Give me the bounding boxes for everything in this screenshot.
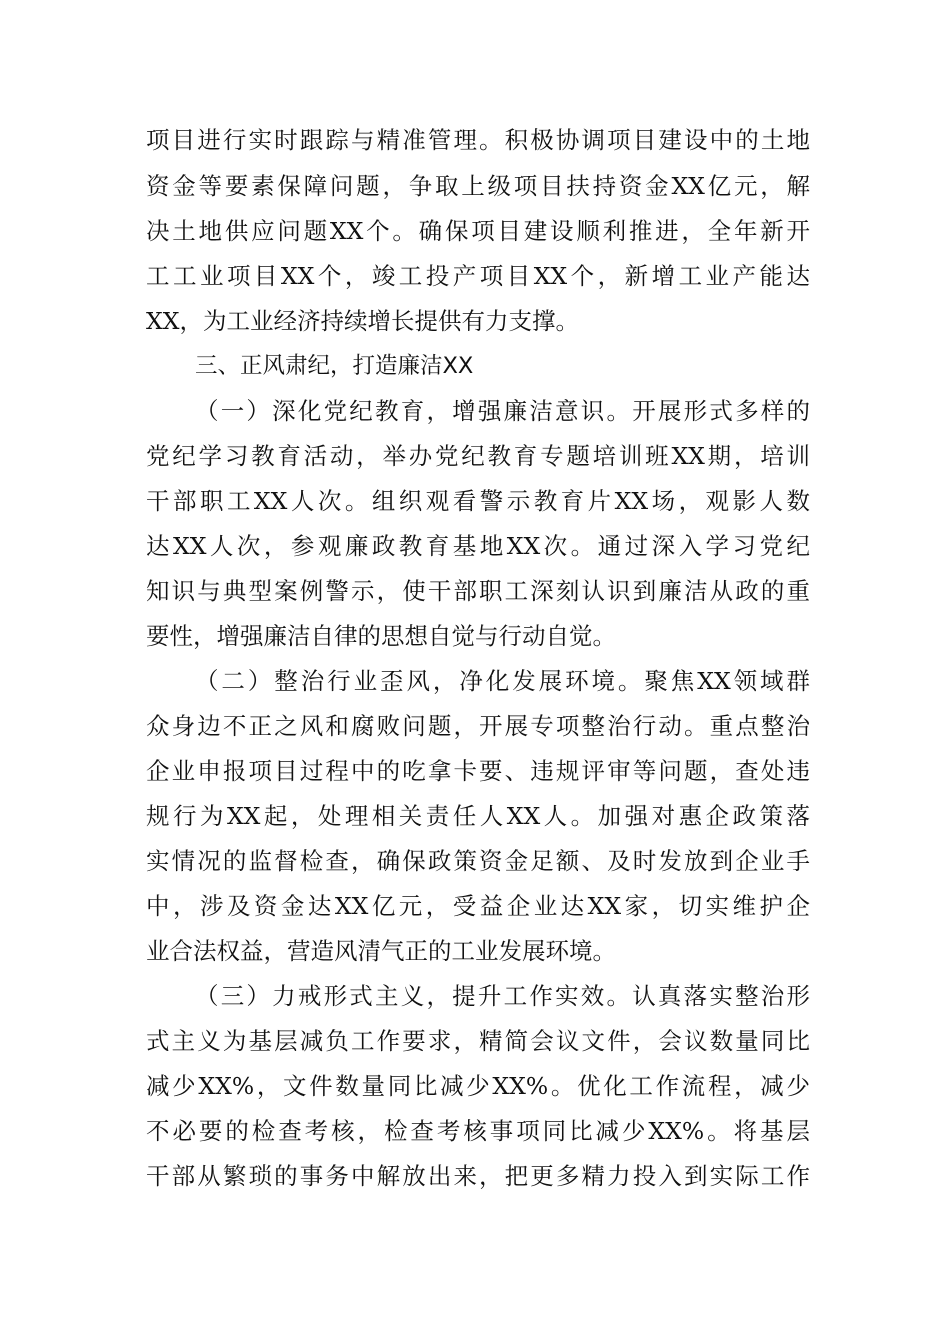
text-line-19: 业合法权益，营造风清气正的工业发展环境。 <box>146 937 616 965</box>
text-line-15: 企业申报项目过程中的吃拿卡要、违规评审等问题，查处违 <box>146 757 810 785</box>
text-line-18: 中，涉及资金达XX亿元，受益企业达XX家，切实维护企 <box>146 892 810 920</box>
text-line-3: 决土地供应问题XX个。确保项目建设顺利推进，全年新开 <box>146 217 810 245</box>
text-line-17: 实情况的监督检查，确保政策资金足额、及时发放到企业手 <box>146 847 810 875</box>
text-line-24: 干部从繁琐的事务中解放出来，把更多精力投入到实际工作 <box>146 1162 810 1190</box>
text-line-2: 资金等要素保障问题，争取上级项目扶持资金XX亿元，解 <box>146 172 810 200</box>
text-line-16: 规行为XX起，处理相关责任人XX人。加强对惠企政策落 <box>146 802 810 830</box>
text-line-1: 项目进行实时跟踪与精准管理。积极协调项目建设中的土地 <box>146 126 810 154</box>
text-line-14: 众身边不正之风和腐败问题，开展专项整治行动。重点整治 <box>146 712 810 740</box>
text-line-12: 要性，增强廉洁自律的思想自觉与行动自觉。 <box>146 622 616 650</box>
text-line-20: （三）力戒形式主义，提升工作实效。认真落实整治形 <box>195 982 810 1010</box>
text-line-4: 工工业项目XX个，竣工投产项目XX个，新增工业产能达 <box>146 262 810 290</box>
text-line-5: XX，为工业经济持续增长提供有力支撑。 <box>146 307 579 335</box>
text-line-23: 不必要的检查考核，检查考核事项同比减少XX%。将基层 <box>146 1117 810 1145</box>
text-line-21: 式主义为基层减负工作要求，精简会议文件，会议数量同比 <box>146 1027 810 1055</box>
text-line-9: 干部职工XX人次。组织观看警示教育片XX场，观影人数 <box>146 487 810 515</box>
text-line-11: 知识与典型案例警示，使干部职工深刻认识到廉洁从政的重 <box>146 577 810 605</box>
text-line-10: 达XX人次，参观廉政教育基地XX次。通过深入学习党纪 <box>146 532 810 560</box>
text-line-13: （二）整治行业歪风，净化发展环境。聚焦XX领域群 <box>195 667 810 695</box>
text-line-22: 减少XX%，文件数量同比减少XX%。优化工作流程，减少 <box>146 1072 810 1100</box>
section-heading: 三、正风肃纪，打造廉洁XX <box>195 353 474 379</box>
text-line-8: 党纪学习教育活动，举办党纪教育专题培训班XX期，培训 <box>146 442 810 470</box>
text-line-7: （一）深化党纪教育，增强廉洁意识。开展形式多样的 <box>195 397 810 425</box>
